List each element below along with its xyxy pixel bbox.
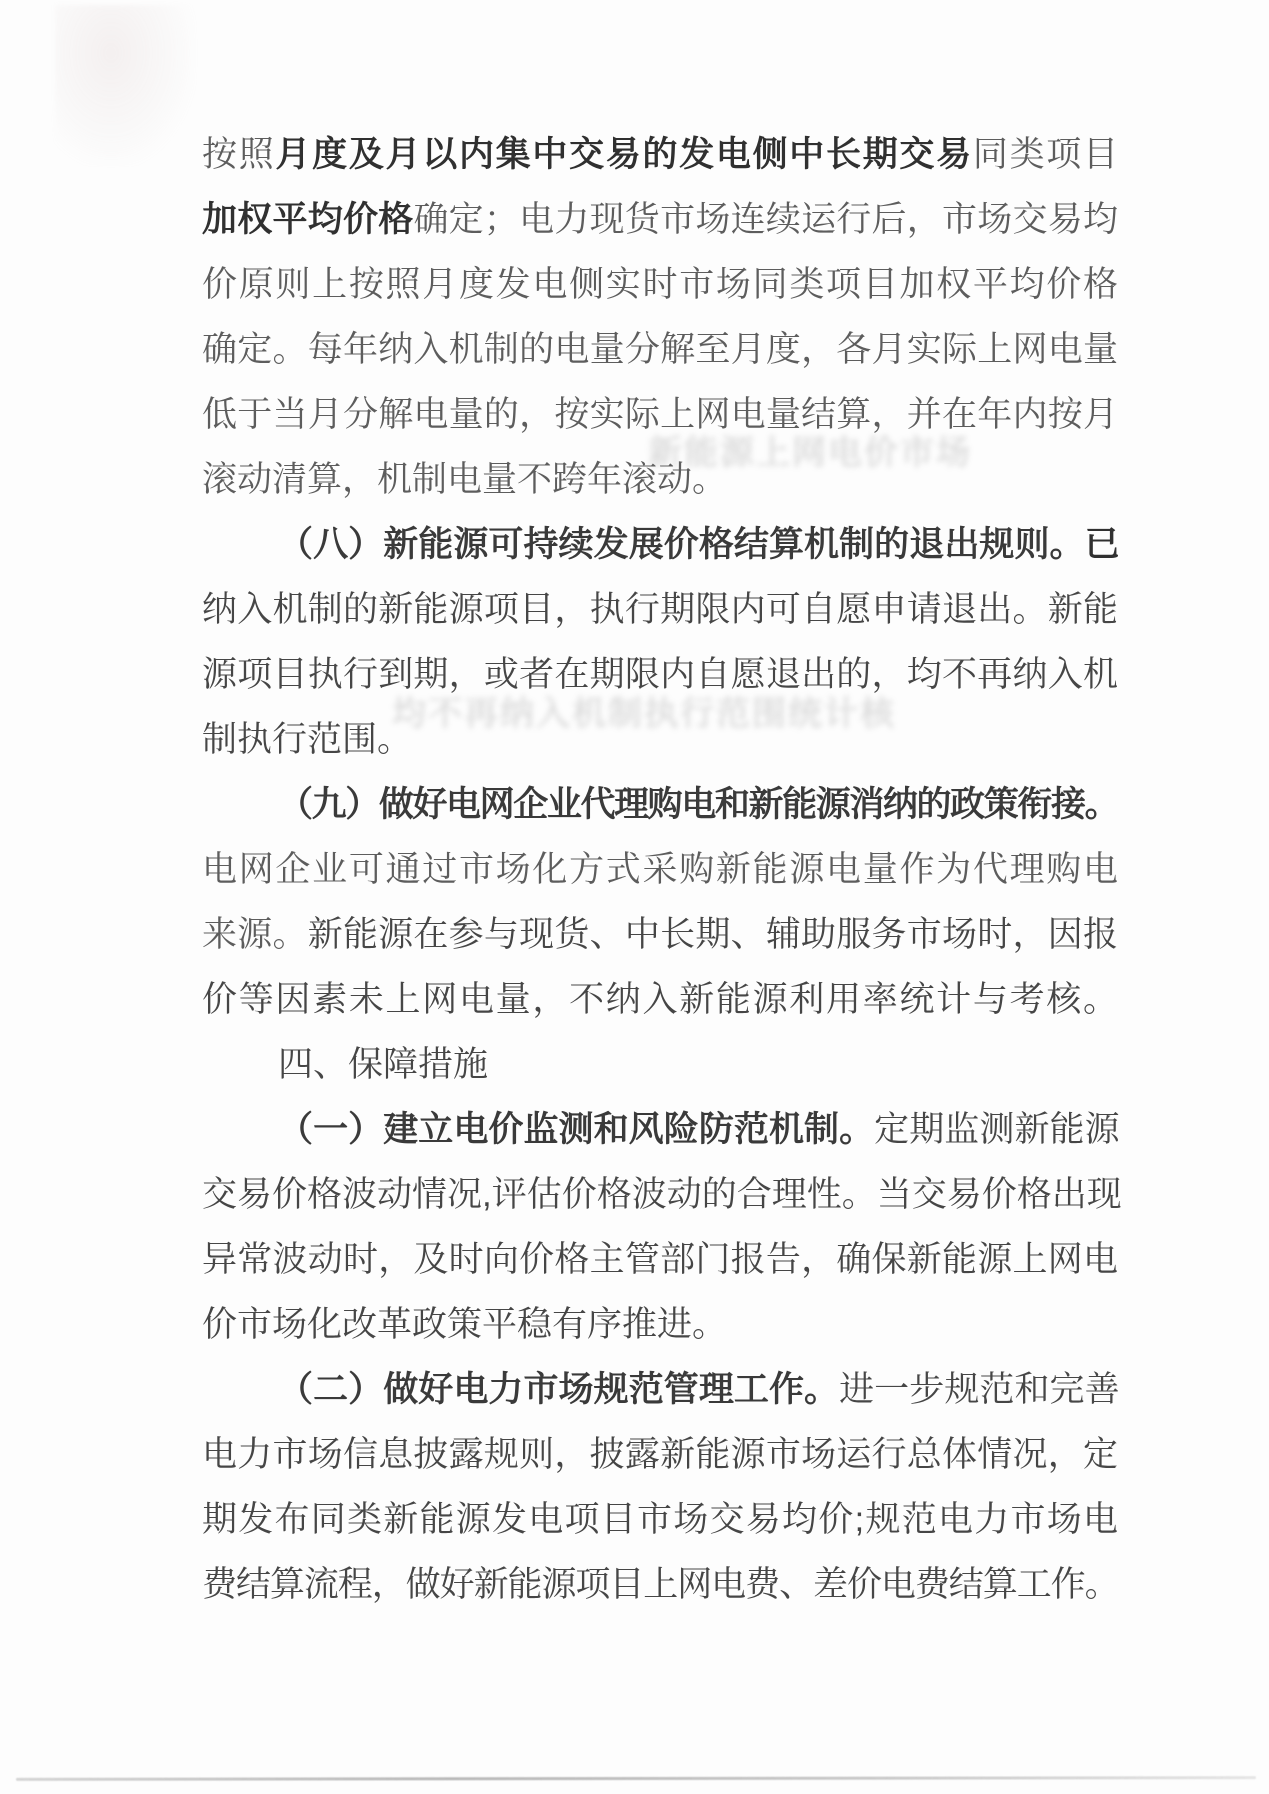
- text-line: [202, 1292, 1118, 1357]
- text-run: 月度及月以内集中交易的发电侧中长期交易: [275, 135, 973, 174]
- document-text-block: [202, 122, 1122, 1617]
- bleed-through-artifact: 均不再纳入机制执行范围统计核: [392, 695, 896, 733]
- text-line: [202, 447, 1118, 512]
- text-run: 加权平均价格: [202, 200, 414, 239]
- text-line: [202, 1552, 1118, 1617]
- text-line: [202, 252, 1118, 317]
- text-line: [202, 772, 1118, 837]
- text-line: [202, 1357, 1118, 1422]
- text-run: 按照: [202, 135, 276, 174]
- text-run: 异常波动时，及时向价格主管部门报告，确保新能源上网电: [202, 1240, 1118, 1279]
- text-line: [202, 382, 1118, 447]
- text-run: 来源。: [202, 915, 308, 954]
- text-run: 电网企业可通过市场化方式采购新能源电量作为代理购电: [202, 850, 1118, 889]
- text-run: 已: [1084, 525, 1118, 564]
- text-run: 确定；电力现货市场连续运行后，市场交易均: [413, 200, 1118, 239]
- text-run: （九）做好电网企业代理购电和新能源消纳的政策衔接。: [278, 785, 1118, 824]
- text-run: 滚动清算，机制电量不跨年滚动。: [202, 460, 728, 499]
- text-line: [202, 1162, 1122, 1227]
- text-line: [202, 642, 1118, 707]
- text-run: 电力市场信息披露规则，披露新能源市场运行总体情况，定: [202, 1435, 1118, 1474]
- text-run: 制执行范围。: [202, 720, 413, 759]
- text-line: [202, 1032, 1118, 1097]
- text-line: [202, 837, 1118, 902]
- text-run: 交易价格波动情况,评估价格波动的合理性。当交易价格出现: [202, 1175, 1122, 1214]
- text-run: 确定。每年纳入机制的电量分解至月度，各月实际上网电量: [202, 330, 1118, 369]
- scan-edge-shadow: [16, 1776, 1256, 1781]
- text-run: 期发布同类新能源发电项目市场交易均价;规范电力市场电: [202, 1500, 1118, 1539]
- text-run: （八）新能源可持续发展价格结算机制的退出规则。: [278, 525, 1085, 564]
- text-line: [202, 577, 1118, 642]
- text-run: 进一步规范和完善: [839, 1370, 1118, 1409]
- text-line: [202, 122, 1118, 187]
- text-line: [202, 1487, 1118, 1552]
- text-line: [202, 512, 1118, 577]
- text-run: 源项目执行到期，或者在期限内自愿退出的，均不再纳入机: [202, 655, 1118, 694]
- bleed-through-artifact: 新能源上网电价市场: [648, 434, 972, 472]
- text-run: 价市场化改革政策平稳有序推进。: [202, 1305, 728, 1344]
- scan-smudge-artifact: [55, 5, 195, 165]
- text-run: 同类项目: [972, 135, 1118, 174]
- text-line: [202, 707, 1118, 772]
- text-run: （二）做好电力市场规范管理工作。: [278, 1370, 840, 1409]
- text-line: [202, 1227, 1118, 1292]
- text-line: [202, 1097, 1118, 1162]
- text-run: 新能源在参与现货、中长期、辅助服务市场时，因报: [307, 915, 1118, 954]
- text-run: 价等因素未上网电量，不纳入新能源利用率统计与考核。: [202, 980, 1118, 1019]
- text-run: 价原则上按照月度发电侧实时市场同类项目加权平均价格: [202, 265, 1118, 304]
- text-line: [202, 317, 1118, 382]
- text-run: 定期监测新能源: [874, 1110, 1118, 1149]
- text-run: 费结算流程，做好新能源项目上网电费、差价电费结算工作。: [202, 1565, 1118, 1604]
- text-line: [202, 967, 1118, 1032]
- text-run: 纳入机制的新能源项目，执行期限内可自愿申请退出。新能: [202, 590, 1118, 629]
- text-run: 四、保障措施: [278, 1045, 489, 1084]
- text-line: [202, 1422, 1118, 1487]
- text-line: [202, 902, 1118, 967]
- text-run: （一）建立电价监测和风险防范机制。: [278, 1110, 875, 1149]
- text-line: [202, 187, 1118, 252]
- text-run: 低于当月分解电量的，按实际上网电量结算，并在年内按月: [202, 395, 1118, 434]
